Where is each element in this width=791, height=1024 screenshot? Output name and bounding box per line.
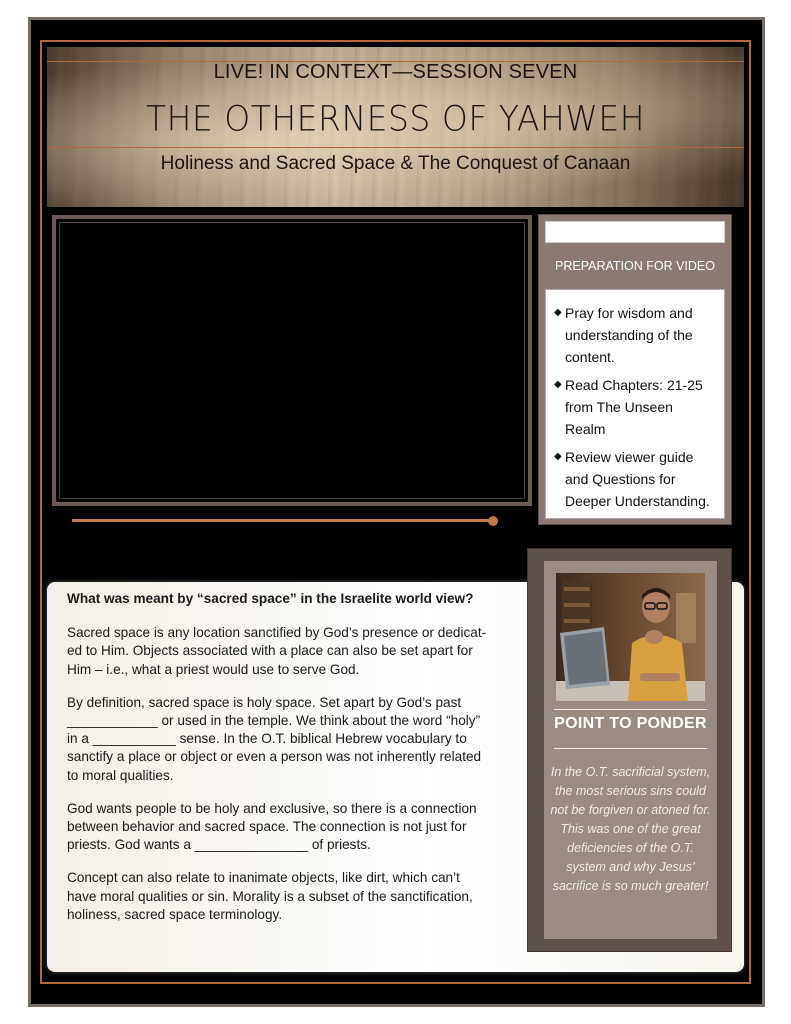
- point-to-ponder-panel: [527, 548, 732, 952]
- video-player[interactable]: [52, 215, 532, 506]
- ponder-text: In the O.T. sacrificial system, the most serious sins could not be forgiven or atoned for. This was one of the great deficiencies of the O.T. system and why Jesus’ sacrifice is so much greater!: [550, 765, 711, 893]
- banner-rule-bottom: [47, 147, 744, 148]
- man-at-laptop-photo: [556, 573, 705, 701]
- preparation-top-bar: [545, 221, 725, 243]
- preparation-item-text: Pray for wisdom and understanding of the content.: [565, 305, 693, 365]
- title-banner: [47, 47, 744, 207]
- content-paragraph: God wants people to be holy and exclusive, so there is a connection between behavior and sacred space. The connection is not just for priests. God wants a _______________ of priests.: [67, 800, 477, 853]
- page-title: THE OTHERNESS OF YAHWEH: [145, 98, 646, 139]
- diamond-bullet-icon: ◆: [554, 451, 562, 462]
- content-body: [67, 590, 527, 939]
- ponder-heading: POINT TO PONDER: [554, 715, 707, 732]
- session-label: LIVE! IN CONTEXT—SESSION SEVEN: [213, 61, 578, 83]
- ponder-inner: [544, 561, 717, 939]
- preparation-item-text: Read Chapters: 21-25 from The Unseen Realm: [565, 377, 703, 437]
- preparation-item-text: Review viewer guide and Questions for Deeper Understanding.: [565, 449, 710, 509]
- ponder-rule-bottom: [554, 748, 707, 749]
- video-progress-handle[interactable]: [488, 516, 498, 526]
- preparation-list: [545, 289, 725, 519]
- content-paragraph: Concept can also relate to inanimate objects, like dirt, which can’t have moral qualities or sin. Morality is a subset of the sanctification, holiness, sacred space terminology.: [67, 870, 473, 922]
- content-paragraph: By definition, sacred space is holy space. Set apart by God’s past ____________ or used in the temple. We think about the word “holy” in a ___________ sense. In the O.T. biblical Hebrew vocabulary to sanctify a place or object or even a person was not inherently related to moral qualities.: [67, 694, 482, 783]
- content-paragraph: Sacred space is any location sanctified by God’s presence or dedicat- ed to Him. Objects associated with a place can also be set apart for Him – i.e., what a priest would use to serve God.: [67, 625, 487, 677]
- diamond-bullet-icon: ◆: [554, 307, 562, 318]
- video-progress-bar[interactable]: [72, 519, 495, 522]
- page-subtitle: Holiness and Sacred Space & The Conquest of Canaan: [160, 153, 631, 174]
- preparation-item: [554, 374, 716, 440]
- ponder-rule-top: [554, 709, 707, 710]
- content-question: What was meant by “sacred space” in the Israelite world view?: [67, 591, 474, 606]
- diamond-bullet-icon: ◆: [554, 379, 562, 390]
- preparation-item: [554, 446, 716, 512]
- preparation-heading: PREPARATION FOR VIDEO: [545, 245, 725, 287]
- preparation-item: [554, 302, 716, 368]
- preparation-panel: [538, 214, 732, 525]
